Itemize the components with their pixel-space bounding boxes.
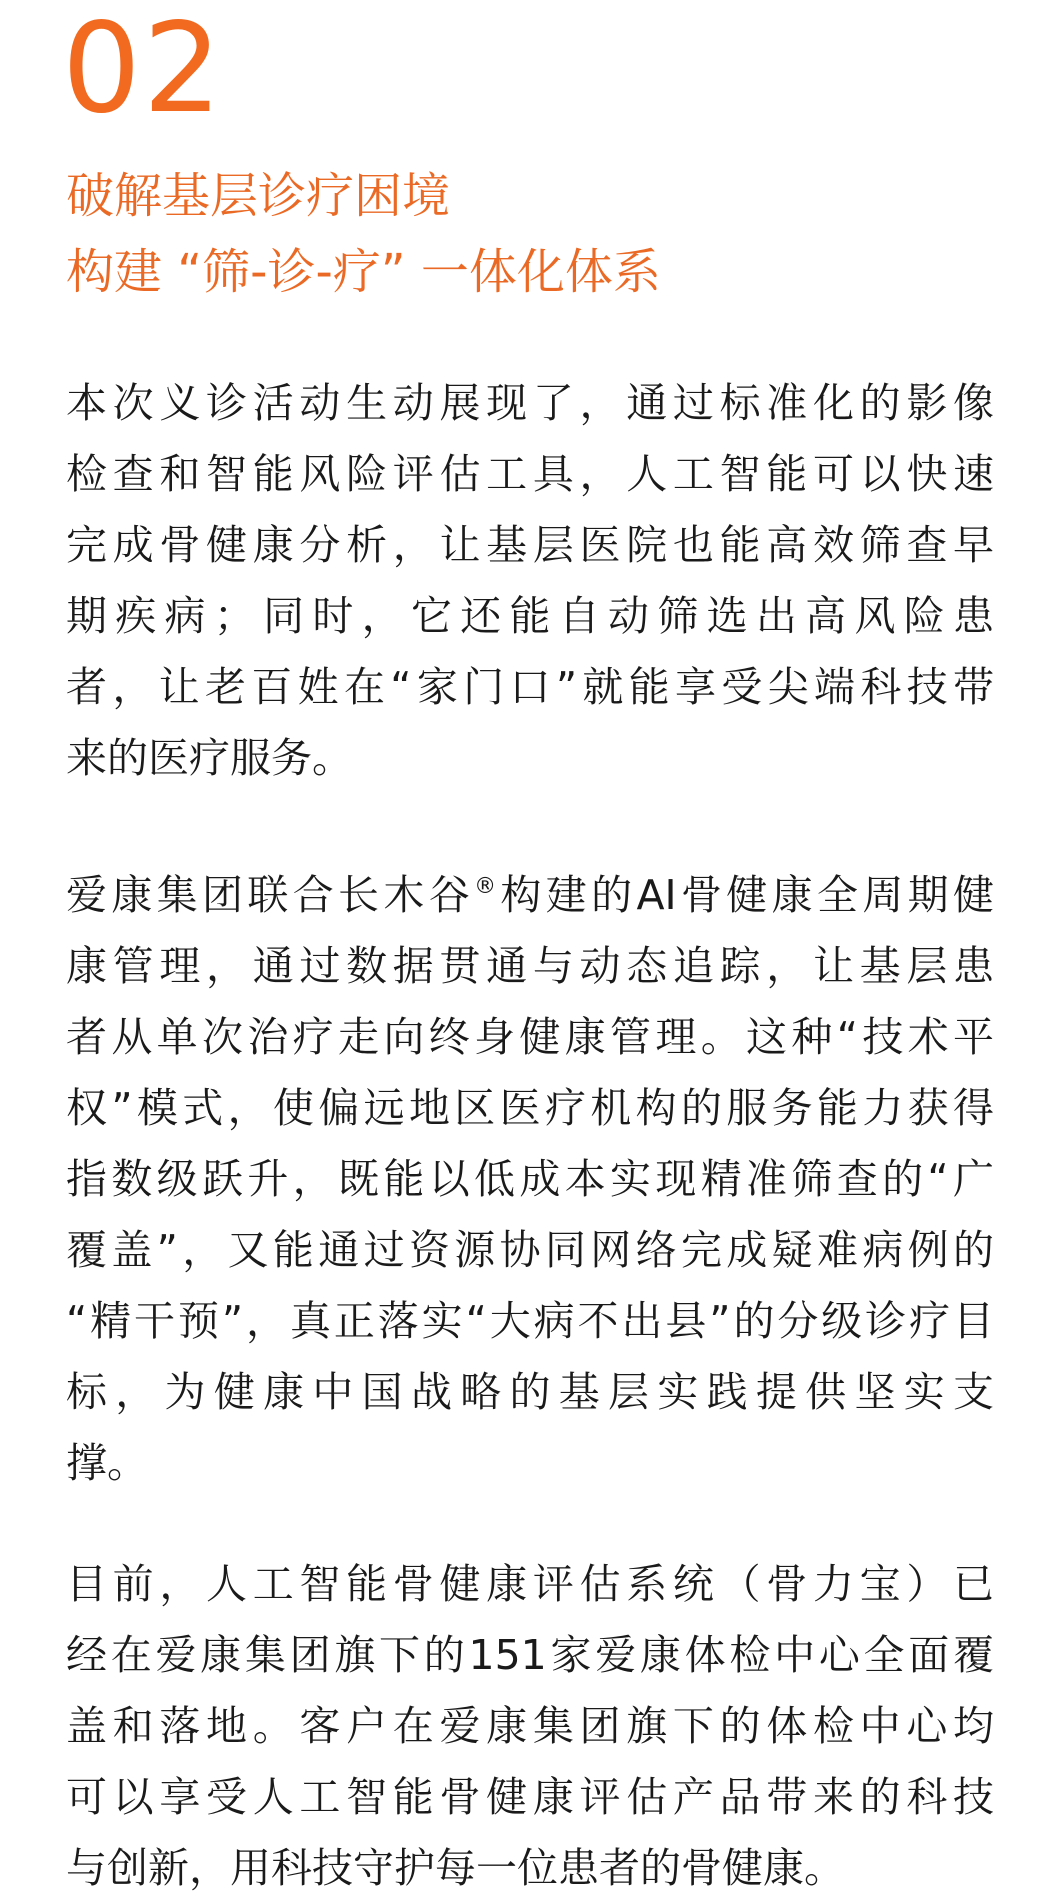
section-title-line-2: 构建 “筛-诊-疗” 一体化体系: [66, 244, 661, 300]
paragraph-line: 者从单次治疗走向终身健康管理。这种“技术平: [66, 1013, 994, 1061]
paragraph-lifecycle-management: [66, 860, 994, 1499]
paragraph-line: 本次义诊活动生动展现了，通过标准化的影像: [66, 379, 994, 427]
paragraph-line: 经在爱康集团旗下的151家爱康体检中心全面覆: [66, 1631, 994, 1679]
paragraph-line: 盖和落地。客户在爱康集团旗下的体检中心均: [66, 1702, 994, 1750]
paragraph-line: 标，为健康中国战略的基层实践提供坚实支: [66, 1368, 994, 1416]
paragraph-line: 检查和智能风险评估工具，人工智能可以快速: [66, 450, 994, 498]
paragraph-line: 撑。: [66, 1439, 148, 1487]
paragraph-ai-screening: [66, 368, 994, 794]
section-title-line-1: 破解基层诊疗困境: [66, 168, 451, 224]
paragraph-line: 覆盖”，又能通过资源协同网络完成疑难病例的: [66, 1226, 994, 1274]
registered-mark: ®: [474, 874, 497, 899]
paragraph-line: 目前，人工智能骨健康评估系统（骨力宝）已: [66, 1560, 994, 1608]
paragraph-line-text: 构建的AI骨健康全周期健: [496, 871, 995, 919]
paragraph-line: 期疾病；同时，它还能自动筛选出高风险患: [66, 592, 994, 640]
section-title: [66, 158, 661, 310]
paragraph-deployment: [66, 1549, 994, 1904]
paragraph-line: 指数级跃升，既能以低成本实现精准筛查的“广: [66, 1155, 994, 1203]
paragraph-line: “精干预”，真正落实“大病不出县”的分级诊疗目: [66, 1297, 994, 1345]
paragraph-line: 权”模式，使偏远地区医疗机构的服务能力获得: [66, 1084, 994, 1132]
paragraph-line: 康管理，通过数据贯通与动态追踪，让基层患: [66, 942, 994, 990]
paragraph-line: 与创新，用科技守护每一位患者的骨健康。: [66, 1844, 845, 1892]
paragraph-line: [66, 860, 994, 931]
paragraph-line: 者，让老百姓在“家门口”就能享受尖端科技带: [66, 663, 994, 711]
paragraph-line: 完成骨健康分析，让基层医院也能高效筛查早: [66, 521, 994, 569]
paragraph-line: 可以享受人工智能骨健康评估产品带来的科技: [66, 1773, 994, 1821]
paragraph-line-text: 爱康集团联合长木谷: [66, 871, 475, 919]
paragraph-line: 来的医疗服务。: [66, 734, 353, 782]
section-number: 02: [62, 0, 224, 141]
